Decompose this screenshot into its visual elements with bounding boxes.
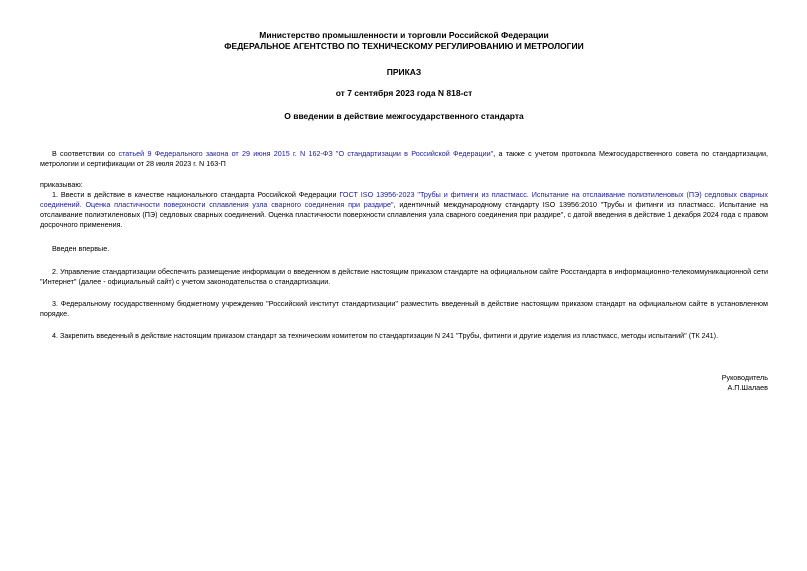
ministry-name: Министерство промышленности и торговли Российской Федерации <box>259 30 549 40</box>
preamble-suffix: , а также с учетом протокола Межгосударственного совета по стандартизации, метрологии и сертификации от 28 июля 2023 г. N 163-П <box>40 149 768 168</box>
item-3-paragraph: 3. Федеральному государственному бюджетному учреждению "Российский институт стандартизации" разместить введенный в действие настоящим приказом стандарт на официальном сайте в установленном порядке. <box>40 299 768 318</box>
signature-name: А.П.Шалаев <box>727 383 768 392</box>
item-1-paragraph <box>40 190 768 230</box>
signature-position: Руководитель <box>721 373 768 382</box>
agency-name: ФЕДЕРАЛЬНОЕ АГЕНТСТВО ПО ТЕХНИЧЕСКОМУ РЕГУЛИРОВАНИЮ И МЕТРОЛОГИИ <box>224 41 584 51</box>
item-1-prefix: 1. Ввести в действие в качестве национального стандарта Российской Федерации <box>52 190 340 199</box>
order-subject: О введении в действие межгосударственного стандарта <box>284 111 524 121</box>
item-1-suffix: , идентичный международному стандарту ISO 13956:2010 "Трубы и фитинги из пластмасс. Испытание на отслаивание полиэтиленовых (ПЭ) седловых сварных соединений. Оценка пластичности поверхности сплавления узла сварного соединения при раздире", с датой введения в действие 1 декабря 2024 года с правом досрочного применения. <box>40 200 768 229</box>
preamble-paragraph <box>40 149 768 169</box>
introduced-note: Введен впервые. <box>52 244 110 253</box>
order-word: приказываю: <box>40 180 83 189</box>
order-title: ПРИКАЗ <box>386 67 422 77</box>
preamble-prefix: В соответствии со <box>52 149 119 158</box>
item-4-paragraph: 4. Закрепить введенный в действие настоящим приказом стандарт за техническим комитетом по стандартизации N 241 "Трубы, фитинги и другие изделия из пластмасс, методы испытаний" (ТК 241). <box>52 331 719 340</box>
item-2-paragraph: 2. Управление стандартизации обеспечить размещение информации о введенном в действие настоящим приказом стандарте на официальном сайте Росстандарта в информационно-телекоммуникационной сети "Интернет" (далее - официальный сайт) с учетом законодательства о стандартизации. <box>40 267 768 286</box>
document-page <box>40 30 768 393</box>
federal-law-link[interactable]: статьей 9 Федерального закона от 29 июня 2015 г. N 162-ФЗ "О стандартизации в Российской Федерации" <box>118 149 494 158</box>
order-date: от 7 сентября 2023 года N 818-ст <box>335 88 473 98</box>
standard-link[interactable]: ГОСТ ISO 13956-2023 "Трубы и фитинги из пластмасс. Испытание на отслаивание полиэтиленовых (ПЭ) седловых сварных соединений. Оценка пластичности поверхности сплавления узла сварного соединения при раздире" <box>40 190 769 209</box>
